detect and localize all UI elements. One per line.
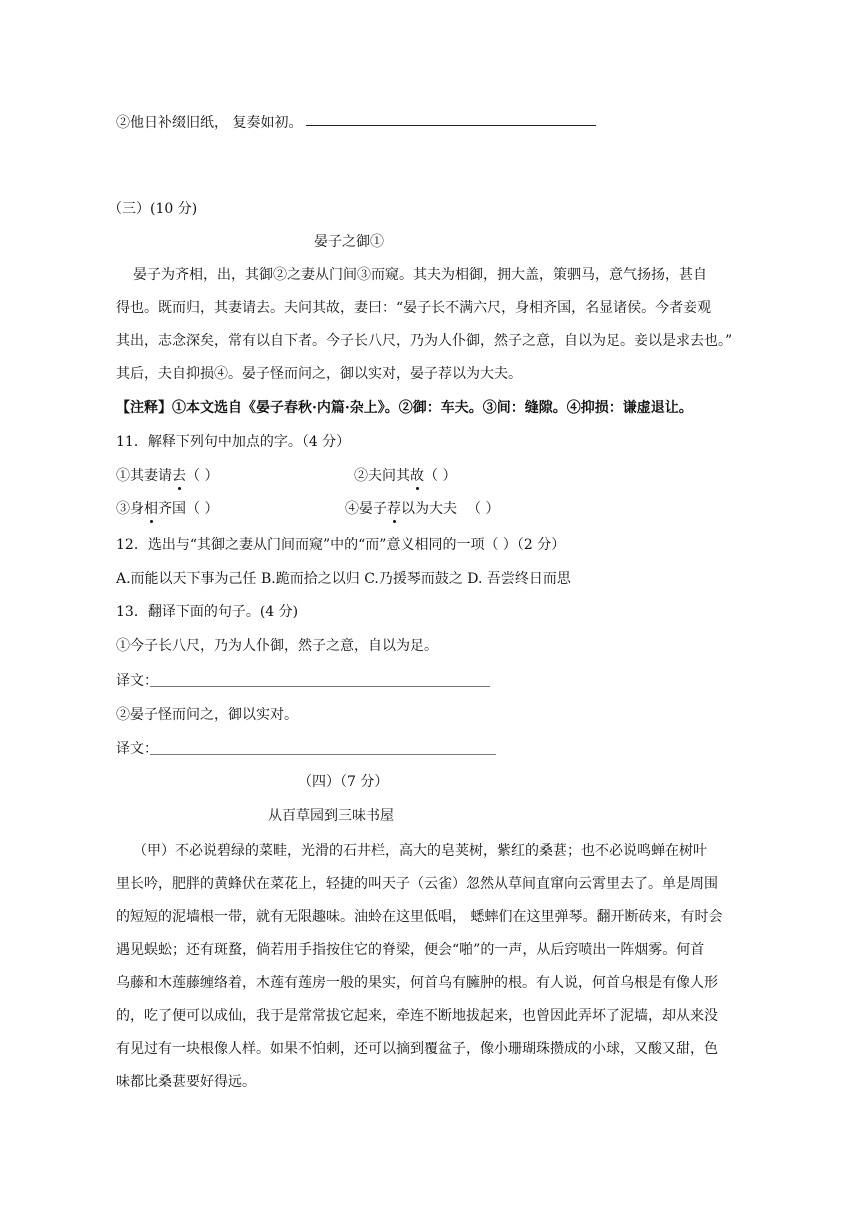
question-stem: 11．解释下列句中加点的字。（4 分） — [116, 434, 351, 450]
passage-line: 其后，夫自抑损④。晏子怪而问之，御以实对，晏子荐以为大夫。 — [116, 366, 522, 382]
translate-sentence: ②晏子怪而问之，御以实对。 — [116, 707, 298, 723]
question-item: ③身相齐国（ ） — [116, 501, 219, 517]
passage-title: 从百草园到三味书屋 — [268, 808, 394, 824]
translation-label: 译文： — [116, 741, 158, 757]
passage-line: 晏子为齐相，出，其御②之妻从门间③而窥。其夫为相御，拥大盖，策驷马，意气扬扬，甚自 — [133, 267, 707, 283]
passage-line: 里长吟，肥胖的黄蜂伏在菜花上，轻捷的叫天子（云雀）忽然从草间直窜向云霄里去了。单是周围 — [116, 876, 718, 892]
answer-blank[interactable]: （ ） — [186, 501, 219, 517]
answer-blank[interactable]: （ ） — [424, 468, 457, 484]
passage-line: 的短短的泥墙根一带，就有无限趣味。油蛉在这里低唱， 蟋蟀们在这里弹琴。翻开断砖来，有时会 — [116, 909, 723, 925]
section-heading: （四）（7 分） — [298, 774, 389, 790]
translation-line[interactable] — [150, 754, 496, 755]
answer-blank[interactable]: （ ） — [467, 501, 500, 517]
emphasis-dot-char: 去 — [172, 468, 186, 484]
answer-line[interactable] — [306, 125, 596, 126]
section-heading: （三）(10 分) — [108, 201, 198, 217]
question-options: A.而能以天下事为己任 B.跪而拾之以归 C.乃援琴而鼓之 D. 吾尝终日而思 — [116, 571, 571, 587]
annotation-note: 【注释】①本文选自《晏子春秋·内篇·杂上》。②御：车夫。③间：缝隙。④抑损：谦虚退让。 — [116, 400, 693, 416]
q2-sentence: ②他日补缀旧纸， 复奏如初。 — [116, 115, 303, 131]
passage-line: 味都比桑葚要好得远。 — [116, 1074, 256, 1090]
question-item: ④晏子荐以为大夫 （ ） — [345, 501, 500, 517]
passage-line: 遇见蜈蚣；还有斑蝥，倘若用手指按住它的脊梁，便会“啪”的一声，从后窍喷出一阵烟雾。何首 — [116, 942, 705, 958]
passage-line: 乌藤和木莲藤缠络着，木莲有莲房一般的果实，何首乌有臃肿的根。有人说，何首乌根是有像人形 — [116, 975, 718, 991]
question-item: ②夫问其故（ ） — [354, 468, 457, 484]
passage-line: 得也。既而归，其妻请去。夫问其故，妻曰：“晏子长不满六尺，身相齐国，名显诸侯。今者妾观 — [116, 300, 712, 316]
emphasis-dot-char: 故 — [410, 468, 424, 484]
emphasis-dot-char: 荐 — [387, 501, 401, 517]
translate-sentence: ①今子长八尺，乃为人仆御，然子之意，自以为足。 — [116, 638, 438, 654]
passage-title: 晏子之御① — [314, 234, 384, 250]
passage-line: 的，吃了便可以成仙，我于是常常拔它起来，牵连不断地拔起来，也曾因此弄坏了泥墙，却从来没 — [116, 1008, 718, 1024]
question-stem: 13．翻译下面的句子。(4 分) — [116, 604, 299, 620]
passage-line: （甲）不必说碧绿的菜畦，光滑的石井栏，高大的皂荚树，紫红的桑葚；也不必说鸣蝉在树叶 — [133, 843, 707, 859]
translation-line[interactable] — [150, 686, 490, 687]
passage-line: 有见过有一块根像人样。如果不怕刺，还可以摘到覆盆子，像小珊瑚珠攒成的小球，又酸又甜，色 — [116, 1041, 718, 1057]
emphasis-dot-char: 相 — [144, 501, 158, 517]
passage-line: 其出，志念深矣，常有以自下者。今子长八尺，乃为人仆御，然子之意，自以为足。妾以是求去也。” — [116, 333, 733, 349]
translation-label: 译文： — [116, 673, 158, 689]
answer-blank[interactable]: （ ） — [186, 468, 219, 484]
question-stem: 12．选出与“其御之妻从门间而窥”中的“而”意义相同的一项（ ）（2 分） — [116, 537, 566, 553]
question-item: ①其妻请去（ ） — [116, 468, 219, 484]
